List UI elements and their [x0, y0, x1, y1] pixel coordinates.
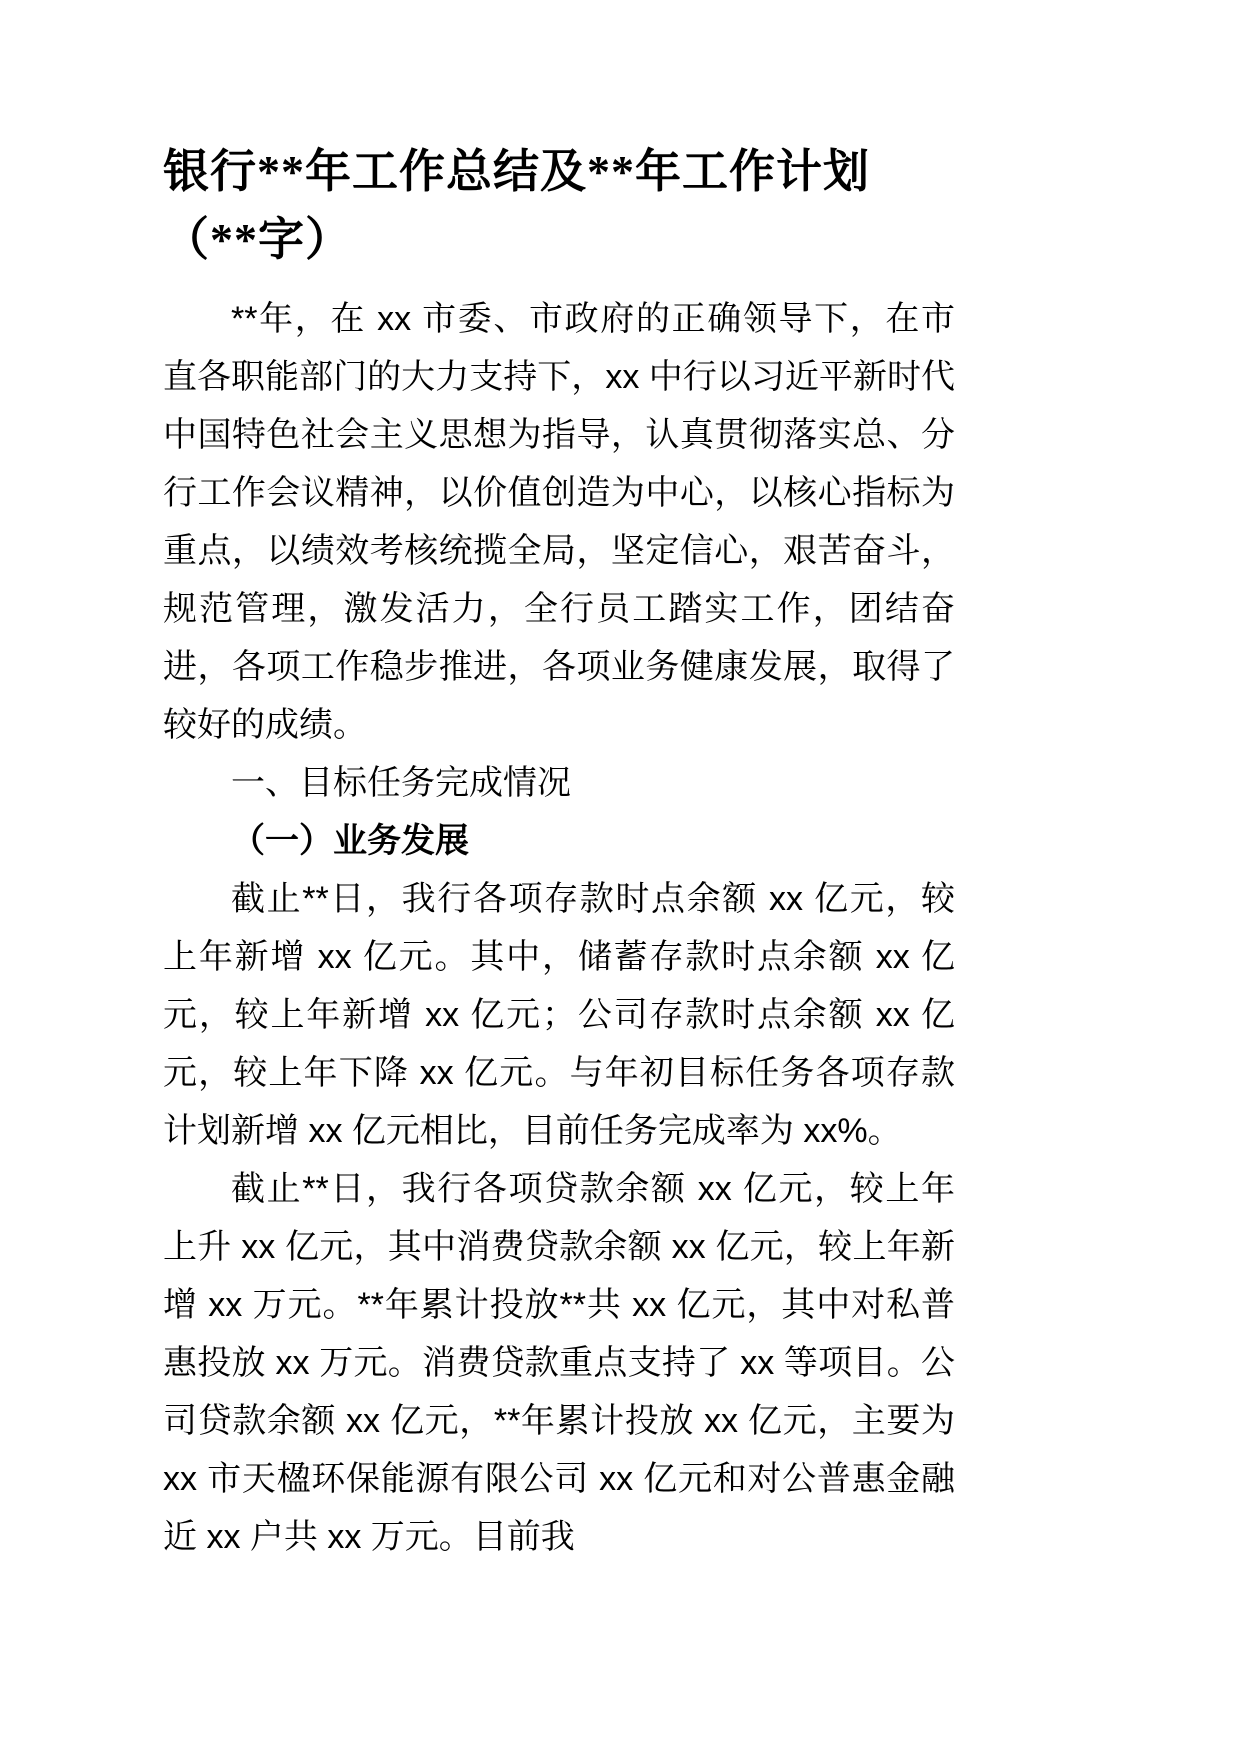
- paragraph-deposits: 截止**日，我行各项存款时点余额 xx 亿元，较上年新增 xx 亿元。其中，储蓄存款时点余额 xx 亿元，较上年新增 xx 亿元；公司存款时点余额 xx 亿元，较上年下降 xx 亿元。与年初目标任务各项存款计划新增 xx 亿元相比，目前任务完成率为 xx%。: [163, 880, 955, 1150]
- paragraph-intro: **年，在 xx 市委、市政府的正确领导下，在市直各职能部门的大力支持下，xx 中行以习近平新时代中国特色社会主义思想为指导，认真贯彻落实总、分行工作会议精神，以价值创造为中心，以核心指标为重点，以绩效考核统揽全局，坚定信心，艰苦奋斗，规范管理，激发活力，全行员工踏实工作，团结奋进，各项工作稳步推进，各项业务健康发展，取得了较好的成绩。: [163, 300, 955, 744]
- document-title: 银行**年工作总结及**年工作计划（**字）: [163, 146, 870, 265]
- paragraph-loans: 截止**日，我行各项贷款余额 xx 亿元，较上年上升 xx 亿元，其中消费贷款余额 xx 亿元，较上年新增 xx 万元。**年累计投放**共 xx 亿元，其中对私普惠投放 xx 万元。消费贷款重点支持了 xx 等项目。公司贷款余额 xx 亿元，**年累计投放 xx 亿元，主要为 xx 市天楹环保能源有限公司 xx 亿元和对公普惠金融近 xx 户共 xx 万元。目前我: [163, 1170, 955, 1556]
- subsection-heading-business-development: （一）业务发展: [231, 822, 469, 860]
- section-heading-1: 一、目标任务完成情况: [231, 764, 571, 802]
